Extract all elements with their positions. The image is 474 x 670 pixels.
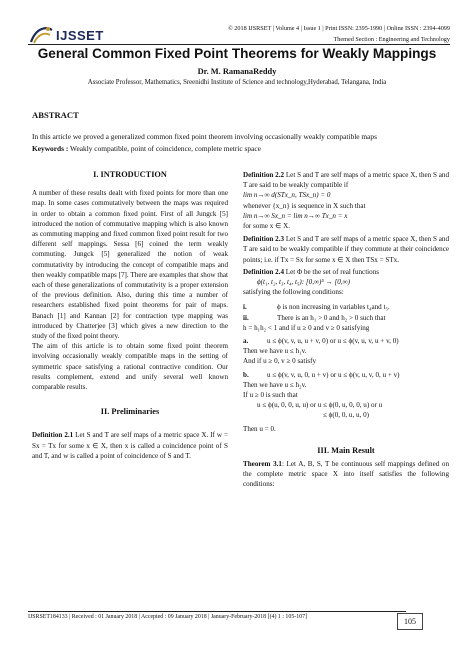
theorem-3-1 (243, 459, 449, 490)
introduction-heading: I. INTRODUCTION (93, 170, 167, 179)
condition-ii (243, 313, 449, 323)
abstract-text: In this article we proved a generalized common fixed point theorem involving occasionally weakly compatible maps (32, 132, 377, 141)
page-number: 105 (397, 613, 423, 630)
condition-a-text: u ≤ ϕ(v, v, u, u + v, 0) or u ≤ ϕ(v, u, v, u + v, 0) (267, 337, 399, 346)
footer-divider (28, 611, 406, 612)
definition-2-2-text-2: whenever {x_n} is sequence in X such that (243, 201, 366, 210)
keywords-line (32, 143, 444, 154)
condition-a-label: a. (243, 337, 249, 346)
footer-citation: IJSRSET184133 | Received : 01 January 2018 | Accepted : 09 January 2018 | January-February-2018 [(4) 1 : 105-107] (28, 614, 308, 620)
condition-a (243, 336, 449, 346)
condition-b-text: u ≤ ϕ(v, v, u, 0, u + v) or u ≤ ϕ(v, u, v, 0, u + v) (267, 370, 400, 379)
definition-2-4-label: Definition 2.4 (243, 267, 284, 276)
condition-a-and: And if u ≥ 0, v ≥ 0 satisfy (243, 357, 317, 366)
definition-2-3 (243, 234, 449, 265)
definition-2-1-text: Let S and T are self maps of a metric space X. If w = Sx = Tx for some x ∈ X, then x is called a coincidence point of S and T, and w is called a point of coincidence of S and T. (32, 431, 228, 460)
author-affiliation: Associate Professor, Mathematics, Sreenidhi Institute of Science and technology,Hyderabad, Telangana, India (87, 79, 387, 86)
equation-limit-2: lim n→∞ Sx_n = lim n→∞ Tx_n = x (243, 211, 348, 220)
introduction-paragraph-2: The aim of this article is to obtain some fixed point theorem involving occasionally weakly compatible maps in the setting of symmetric space satisfying a rational contractive condition. Our results complement, extend and unify several well known comparable results. (32, 342, 228, 392)
condition-a-then: Then we have u ≤ h₁v. (243, 347, 307, 356)
condition-b-then: Then we have u ≤ h₂v. (243, 380, 307, 389)
logo-text: IJSSET (56, 27, 104, 43)
equation-phi-domain: ϕ(t₁, t₂, t₃, t₄, t₅): [0,∞)⁵ → [0,∞) (257, 278, 351, 287)
definition-2-1-label: Definition 2.1 (32, 431, 74, 440)
condition-c-line-1: u ≤ ϕ(u, 0, 0, u, u) or u ≤ ϕ(0, u, 0, 0, u) or u (257, 401, 383, 410)
ijsset-logo-icon (28, 24, 54, 46)
condition-b (243, 370, 449, 380)
introduction-paragraph-1: A number of these results dealt with fixed points for more than one map. In some cases commutatively between the maps was required in order to obtain a common fixed point. First of all Jungck [5] introduced the notion of commutative mapping which is also known as commuting mapping and fixed common fixed point result for two different self mappings. Sessa [6] coined the term weakly commuting. Jungck [5] generalized the notion of weak commutativity by introducing the concept of compatible maps and then weakly compatible maps [7]. There are examples that show that each of these generalizations of commutativity is a proper extension of the previous definition. Also, during this time a number of researchers established fixed point theorems for pair of maps. Banach [1] and Kannan [2] for contraction type mapping was introduced by Chatterjee [3] which gives a new direction to the study of the fixed point theory. (32, 189, 228, 341)
theorem-3-1-label: Theorem 3.1 (243, 460, 282, 469)
left-column (32, 170, 228, 461)
condition-i-text: ϕ is non increasing in variables t₄and t₅. (277, 303, 390, 312)
main-result-heading: III. Main Result (317, 445, 375, 455)
header-divider (28, 44, 450, 45)
condition-c-line-2: ≤ ϕ(0, 0, u, u, 0) (322, 411, 370, 420)
preliminaries-heading: II. Preliminaries (100, 407, 160, 417)
definition-2-4 (243, 267, 449, 277)
condition-ii-text-2: h = h₁h₂ < 1 and if u ≥ 0 and v ≥ 0 satisfying (243, 323, 370, 332)
definition-2-4-text: Let Φ be the set of real functions (284, 267, 380, 276)
condition-ii-label: ii. (243, 313, 249, 322)
definition-2-2 (243, 170, 449, 190)
abstract-heading: ABSTRACT (32, 110, 79, 120)
journal-logo (28, 24, 104, 46)
theorem-3-1-text: : Let A, B, S, T be continuous self mappings defined on the complete metric space X into itself satisfies the following conditions: (243, 460, 449, 489)
condition-b-label: b. (243, 370, 249, 379)
definition-2-2-text: Let S and T are self maps of a metric space X, then S and T are said to be weakly compatible if (243, 171, 449, 190)
paper-title: General Common Fixed Point Theorems for Weakly Mappings (37, 46, 437, 61)
definition-2-3-label: Definition 2.3 (243, 235, 285, 244)
condition-i-label: i. (243, 303, 247, 312)
keywords-text: Weakly compatible, point of coincidence, complete metric space (68, 144, 261, 153)
header-section-line: Themed Section : Engineering and Technology (333, 36, 450, 43)
condition-c-then: Then u = 0. (243, 424, 276, 433)
right-column (243, 170, 449, 490)
keywords-label: Keywords : (32, 144, 69, 153)
definition-2-2-label: Definition 2.2 (243, 171, 285, 179)
condition-i (243, 302, 449, 312)
condition-c-if: If u ≥ 0 is such that (243, 391, 298, 400)
definition-2-2-text-3: for some x ∈ X. (243, 222, 290, 231)
condition-ii-text: There is an h₁ > 0 and h₂ > 0 such that (277, 313, 386, 322)
journal-header (228, 23, 450, 45)
definition-2-1 (32, 430, 228, 461)
equation-limit-1: lim n→∞ d(STx_n, TSx_n) = 0 (243, 191, 331, 200)
definition-2-4-text-2: satisfying the following conditions: (243, 288, 344, 297)
header-issn-line: © 2018 IJSRSET | Volume 4 | Issue 1 | Print ISSN: 2395-1990 | Online ISSN : 2394-4099 (228, 25, 450, 32)
author-name: Dr. M. RamanaReddy (197, 67, 277, 76)
definition-2-3-text: Let S and T are self maps of a metric space X, then S and T are said to be weakly compatible if they commute at their coincidence points; i.e. if Tx = Sx for some x ∈ X then TSx = STx. (243, 235, 449, 264)
